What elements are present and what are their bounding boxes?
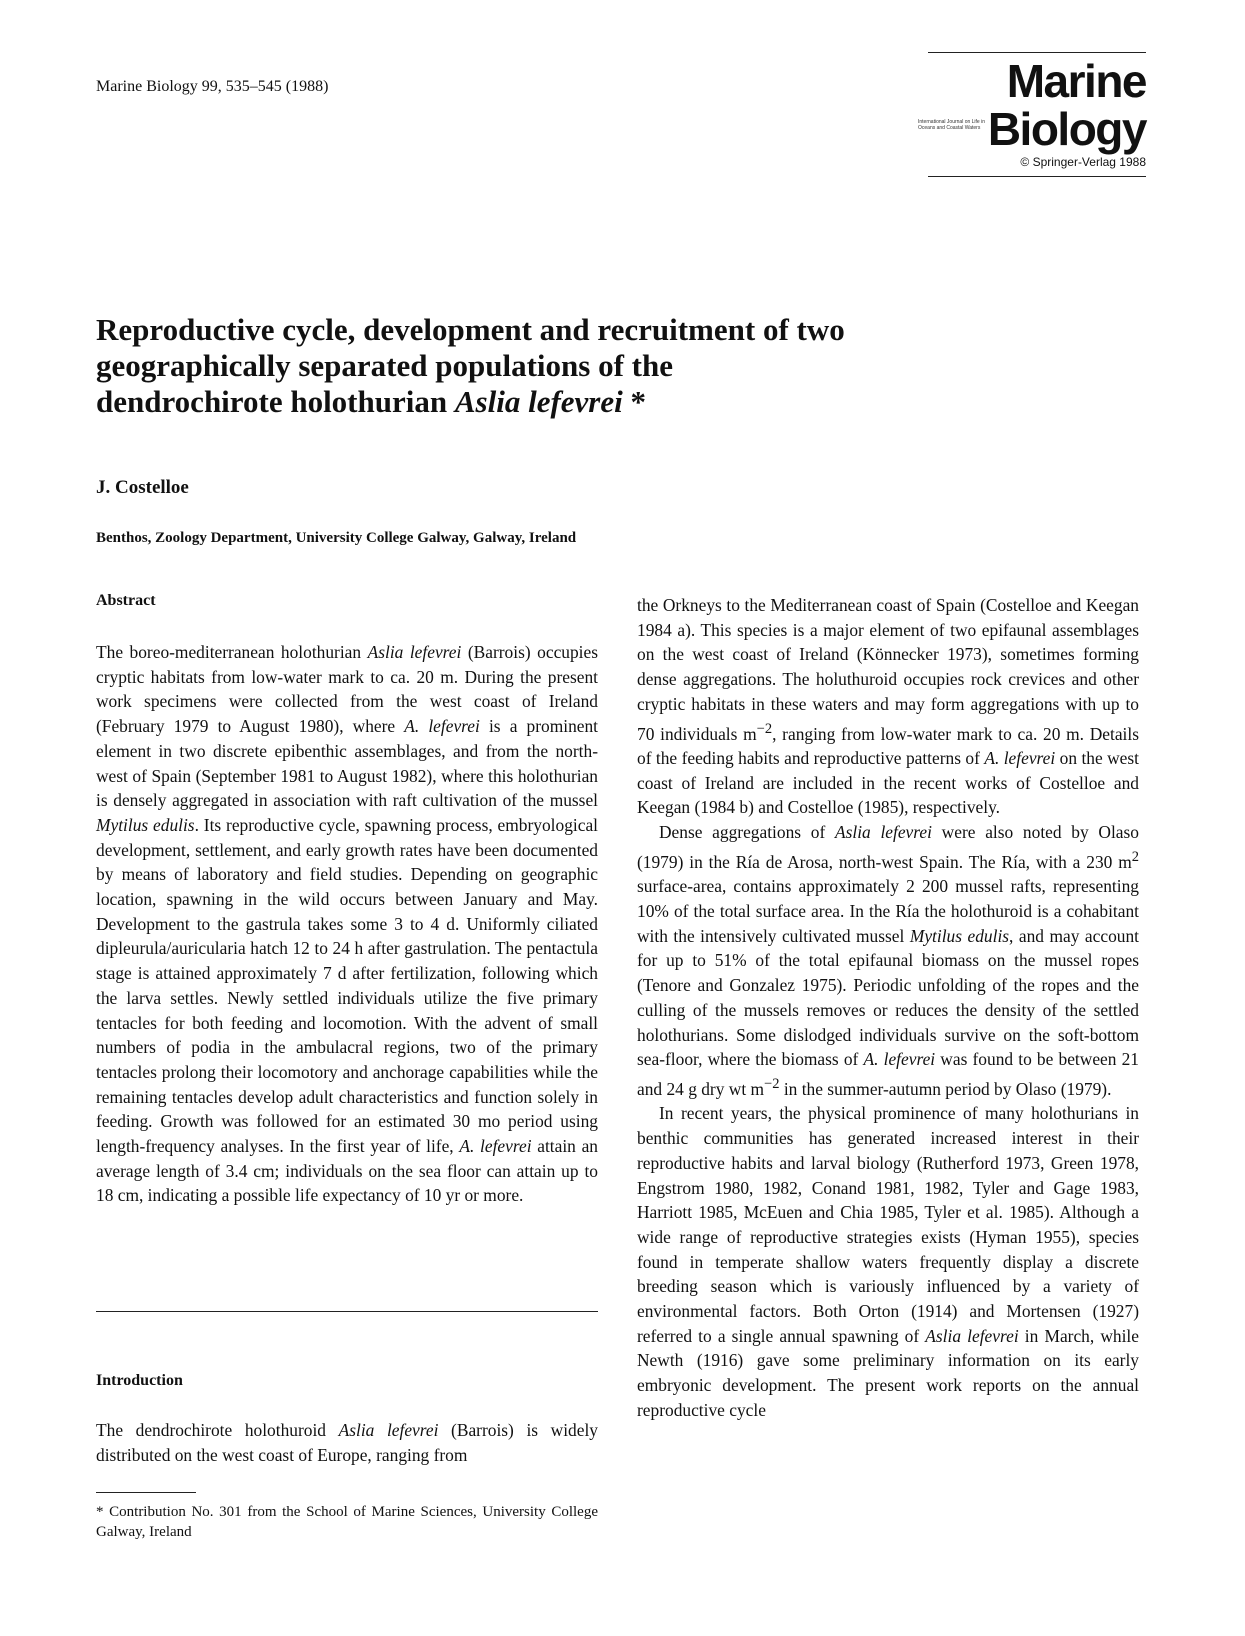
journal-logo-biology: Biology	[987, 103, 1146, 155]
footnote: * Contribution No. 301 from the School of Marine Sciences, University College Galway, Ireland	[96, 1504, 598, 1540]
abstract-divider	[96, 1311, 598, 1312]
paragraph: In recent years, the physical prominence of many holothurians in benthic communities has generated increased interest in their reproductive habits and larval biology (Rutherford 1973, Green 1978, Engstrom 1980, 1982, Conand 1981, 1982, Tyler and Gage 1983, Harriott 1985, McEuen and Chia 1985, Tyler et al. 1985). Although a wide range of reproductive strategies exists (Hyman 1955), species found in temperate shallow waters frequently display a discrete breeding season which is variously influenced by a variety of environmental factors. Both Orton (1914) and Mortensen (1927) referred to a single annual spawning of Aslia lefevrei in March, while Newth (1916) gave some preliminary information on its early embryonic development. The present work reports on the annual reproductive cycle	[637, 1103, 1139, 1420]
right-column-body	[637, 593, 1139, 1423]
footnote-rule	[96, 1492, 196, 1493]
logo-rule-bottom	[928, 176, 1146, 177]
author-name: J. Costelloe	[96, 477, 189, 498]
journal-logo-tagline: International Journal on Life in Oceans and Coastal Waters	[918, 119, 985, 131]
abstract-body: The boreo-mediterranean holothurian Aslia lefevrei (Barrois) occupies cryptic habitats from low-water mark to ca. 20 m. During the present work specimens were collected from the west coast of Ireland (February 1979 to August 1980), where A. lefevrei is a prominent element in two discrete epibenthic assemblages, and from the north-west of Spain (September 1981 to August 1982), where this holothurian is densely aggregated in association with raft cultivation of the mussel Mytilus edulis. Its reproductive cycle, spawning process, embryological development, settlement, and early growth rates have been documented by means of laboratory and field studies. Depending on geographic location, spawning in the wild occurs between January and May. Development to the gastrula takes some 3 to 4 d. Uniformly ciliated dipleurula/auricularia hatch 12 to 24 h after gastrulation. The pentactula stage is attained approximately 7 d after fertilization, following which the larva settles. Newly settled individuals utilize the five primary tentacles for both feeding and locomotion. With the advent of small numbers of podia in the ambulacral regions, two of the primary tentacles prolong their locomotory and anchorage capabilities while the remaining tentacles develop adult characteristics and function solely in feeding. Growth was followed for an estimated 30 mo period using length-frequency analyses. In the first year of life, A. lefevrei attain an average length of 3.4 cm; individuals on the sea floor can attain up to 18 cm, indicating a possible life expectancy of 10 yr or more.	[96, 642, 599, 1206]
paragraph: the Orkneys to the Mediterranean coast of Spain (Costelloe and Keegan 1984 a). This species is a major element of two epifaunal assemblages on the west coast of Ireland (Könnecker 1973), sometimes forming dense aggregations. The holuthuroid occupies rock crevices and other cryptic habitats in these waters and may form aggregations with up to 70 individuals $m^{-2}$, ranging from low-water mark to ca. 20 m. Details of the feeding habits and reproductive patterns of A. lefevrei on the west coast of Ireland are included in the recent works of Costelloe and Keegan (1984 b) and Costelloe (1985), respectively.	[637, 595, 1139, 818]
paragraph: Dense aggregations of Aslia lefevrei were also noted by Olaso (1979) in the Ría de Arosa, north-west Spain. The Ría, with a 230 $m^2$ surface-area, contains approximately 2 200 mussel rafts, representing 10% of the total surface area. In the Ría the holothuroid is a cohabitant with the intensively cultivated mussel Mytilus edulis, and may account for up to 51% of the total epifaunal biomass on the mussel ropes (Tenore and Gonzalez 1975). Periodic unfolding of the ropes and the culling of the mussels removes or reduces the density of the settled holothurians. Some dislodged individuals survive on the soft-bottom sea-floor, where the biomass of A. lefevrei was found to be between 21 and 24 g dry wt $m^{-2}$ in the summer-autumn period by Olaso (1979).	[637, 822, 1140, 1099]
introduction-heading: Introduction	[96, 1372, 183, 1389]
logo-rule-top	[928, 52, 1146, 53]
journal-logo-marine: Marine	[1006, 55, 1146, 107]
author-affiliation: Benthos, Zoology Department, University College Galway, Galway, Ireland	[96, 530, 577, 546]
abstract-heading: Abstract	[96, 592, 156, 609]
title-species: Aslia lefevrei	[454, 384, 623, 419]
article-title: Reproductive cycle, development and recruitment of two geographically separated populations of the dendrochirote holothurian Aslia lefevrei *	[96, 312, 845, 419]
introduction-body: The dendrochirote holothuroid Aslia lefevrei (Barrois) is widely distributed on the west coast of Europe, ranging from	[96, 1420, 598, 1465]
copyright-notice: © Springer-Verlag 1988	[1020, 155, 1146, 169]
journal-citation: Marine Biology 99, 535–545 (1988)	[96, 78, 329, 95]
